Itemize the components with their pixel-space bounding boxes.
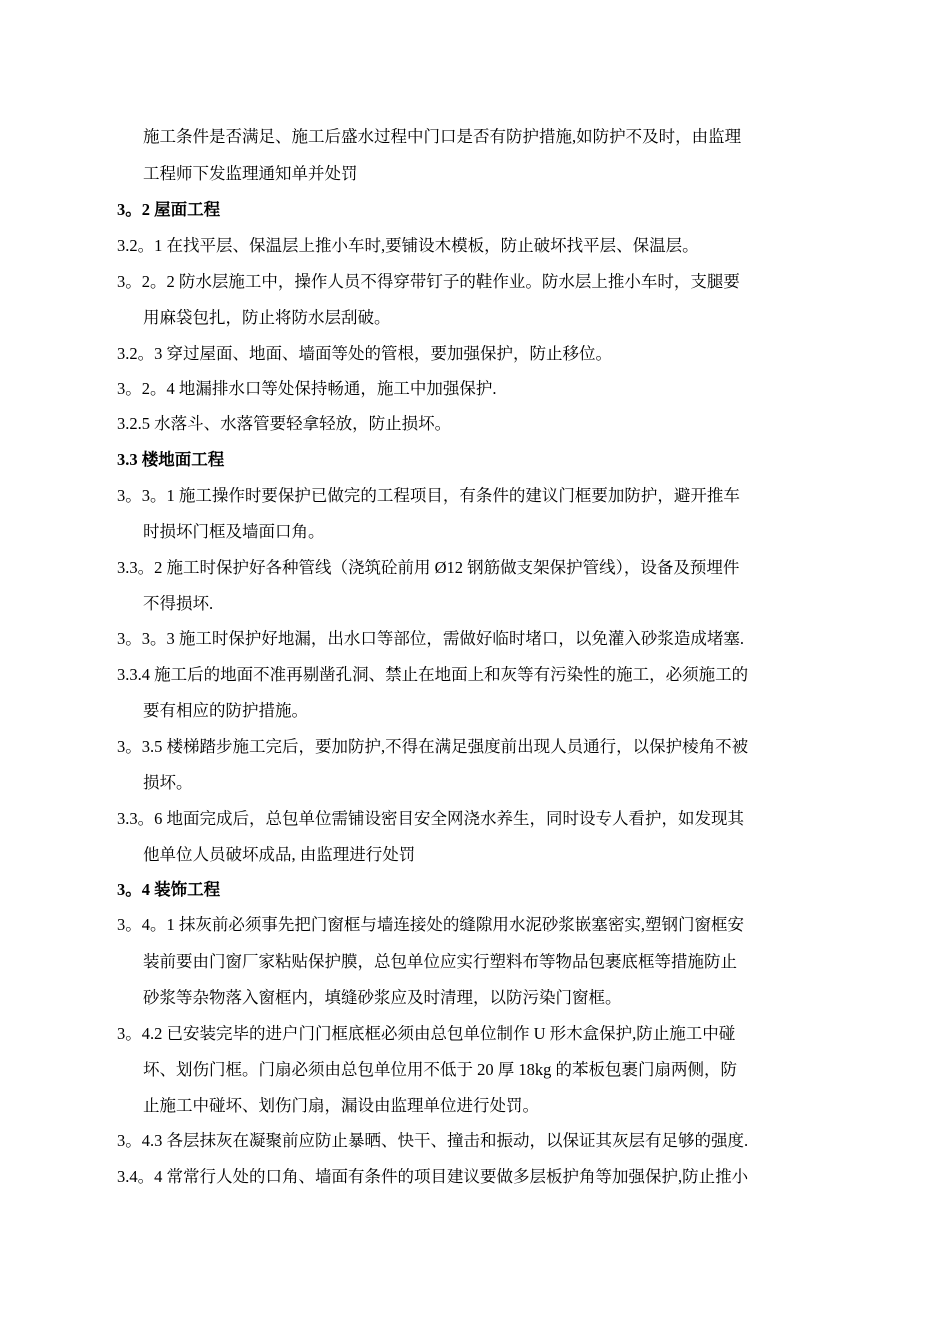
section-heading: 3。2 屋面工程 — [117, 200, 221, 219]
body-line: 3.4。4 常常行人处的口角、墙面有条件的项目建议要做多层板护角等加强保护,防止推小 — [117, 1167, 749, 1186]
body-line: 3。4.3 各层抹灰在凝聚前应防止暴晒、快干、撞击和振动，以保证其灰层有足够的强度. — [117, 1131, 749, 1150]
body-line: 不得损坏. — [143, 594, 214, 613]
body-line: 3。4.2 已安装完毕的进户门门框底框必须由总包单位制作 U 形木盒保护,防止施工中碰 — [117, 1024, 736, 1043]
body-line: 止施工中碰坏、划伤门扇，漏设由监理单位进行处罚。 — [143, 1096, 539, 1115]
body-line: 损坏。 — [143, 773, 193, 792]
body-line: 3.3。6 地面完成后，总包单位需铺设密目安全网浇水养生，同时设专人看护，如发现其 — [117, 809, 744, 828]
body-line: 3.2。1 在找平层、保温层上推小车时,要铺设木模板，防止破坏找平层、保温层。 — [117, 236, 699, 255]
body-line: 工程师下发监理通知单并处罚 — [143, 164, 358, 183]
body-line: 3。3。3 施工时保护好地漏，出水口等部位，需做好临时堵口，以免灌入砂浆造成堵塞. — [117, 629, 744, 648]
body-line: 3.3。2 施工时保护好各种管线（浇筑砼前用 Ø12 钢筋做支架保护管线），设备及预埋件 — [117, 558, 740, 577]
body-line: 坏、划伤门框。门扇必须由总包单位用不低于 20 厚 18kg 的苯板包裹门扇两侧，防 — [143, 1060, 737, 1079]
body-line: 用麻袋包扎，防止将防水层刮破。 — [143, 308, 391, 327]
body-line: 3。2。2 防水层施工中，操作人员不得穿带钉子的鞋作业。防水层上推小车时，支腿要 — [117, 272, 740, 291]
body-line: 3.3.4 施工后的地面不准再剔凿孔洞、禁止在地面上和灰等有污染性的施工，必须施工的 — [117, 665, 749, 684]
body-line: 施工条件是否满足、施工后盛水过程中门口是否有防护措施,如防护不及时，由监理 — [143, 127, 742, 146]
body-line: 3。2。4 地漏排水口等处保持畅通，施工中加强保护. — [117, 379, 497, 398]
body-line: 砂浆等杂物落入窗框内，填缝砂浆应及时清理，以防污染门窗框。 — [143, 988, 622, 1007]
section-heading: 3.3 楼地面工程 — [117, 450, 225, 469]
body-line: 3。4。1 抹灰前必须事先把门窗框与墙连接处的缝隙用水泥砂浆嵌塞密实,塑钢门窗框安 — [117, 915, 744, 934]
body-line: 3。3.5 楼梯踏步施工完后，要加防护,不得在满足强度前出现人员通行，以保护棱角不被 — [117, 737, 749, 756]
body-line: 装前要由门窗厂家粘贴保护膜，总包单位应实行塑料布等物品包裹底框等措施防止 — [143, 952, 737, 971]
body-line: 3.2.5 水落斗、水落管要轻拿轻放，防止损坏。 — [117, 414, 452, 433]
body-line: 3。3。1 施工操作时要保护已做完的工程项目，有条件的建议门框要加防护，避开推车 — [117, 486, 740, 505]
body-line: 他单位人员破坏成品, 由监理进行处罚 — [143, 845, 416, 864]
body-line: 要有相应的防护措施。 — [143, 701, 308, 720]
body-line: 时损坏门框及墙面口角。 — [143, 522, 325, 541]
body-line: 3.2。3 穿过屋面、地面、墙面等处的管根，要加强保护，防止移位。 — [117, 344, 612, 363]
section-heading: 3。4 装饰工程 — [117, 880, 221, 899]
